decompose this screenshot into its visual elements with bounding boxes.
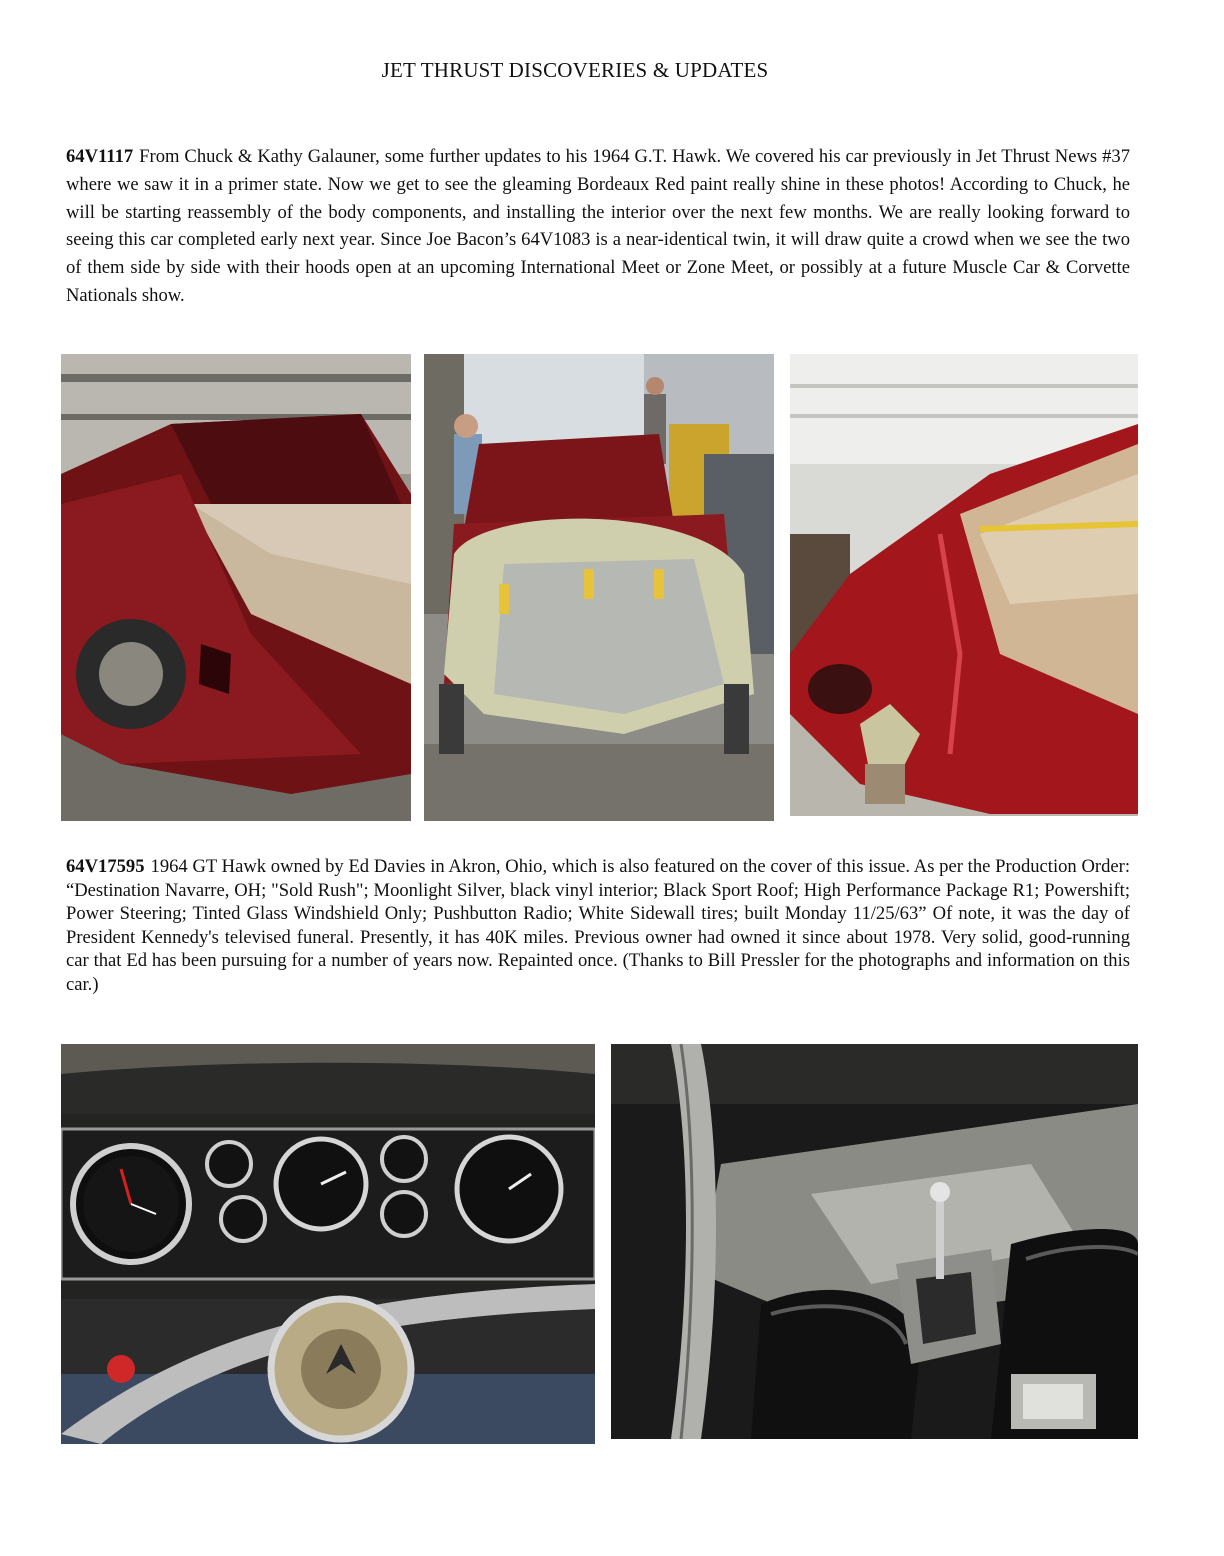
photo-dashboard-gauges <box>61 1044 595 1444</box>
entry-text: 1964 GT Hawk owned by Ed Davies in Akron, Ohio, which is also featured on the cover of this issue. As per the Production Order: “Destination Navarre, OH; "Sold Rush"; Moonlight Silver, black vinyl interior; Black Sport Roof; High Performance Package R1; Powershift; Power Steering; Tinted Glass Windshield Only; Pushbutton Radio; White Sidewall tires; built Monday 11/25/63” Of note, it was the day of President Kennedy's televised funeral. Presently, it has 40K miles. Previous owner had owned it since about 1978. Very solid, good-running car that Ed has been pursuing for a number of years now. Repainted once. (Thanks to Bill Pressler for the photographs and information on this car.) <box>66 856 1130 995</box>
entry-id: 64V17595 <box>66 856 145 877</box>
photo-car-rear-masked <box>424 354 774 821</box>
entry-64v17595 <box>66 855 1130 996</box>
entry-64v1117 <box>66 143 1130 310</box>
photo-car-body-side <box>61 354 411 821</box>
photo-car-quarter-panel <box>790 354 1138 816</box>
page-title: JET THRUST DISCOVERIES & UPDATES <box>381 58 769 82</box>
entry-id: 64V1117 <box>66 146 134 167</box>
photo-shifter-console <box>611 1044 1138 1439</box>
entry-text: From Chuck & Kathy Galauner, some further updates to his 1964 G.T. Hawk. We covered his car previously in Jet Thrust News #37 where we saw it in a primer state. Now we get to see the gleaming Bordeaux Red paint really shine in these photos! According to Chuck, he will be starting reassembly of the body components, and installing the interior over the next few months. We are really looking forward to seeing this car completed early next year. Since Joe Bacon’s 64V1083 is a near-identical twin, it will draw quite a crowd when we see the two of them side by side with their hoods open at an upcoming International Meet or Zone Meet, or possibly at a future Muscle Car & Corvette Nationals show. <box>66 146 1130 306</box>
